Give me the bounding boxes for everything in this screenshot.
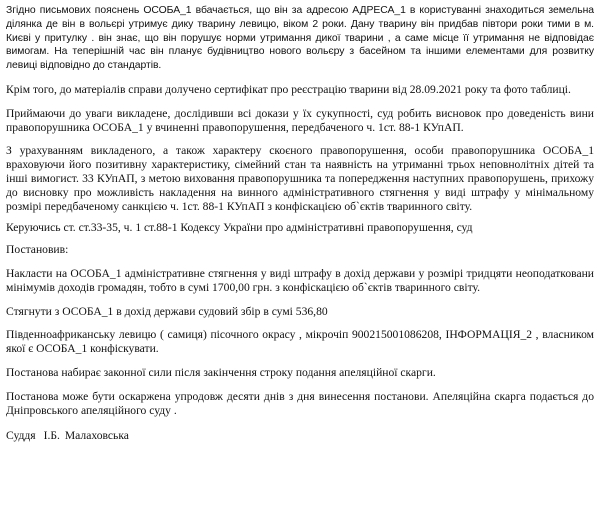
judge-name: І.Б. Малаховська [43, 429, 129, 443]
paragraph-explanations: Згідно письмових пояснень ОСОБА_1 вбачається, що він за адресою АДРЕСА_1 в користуванні знаходиться земельна ділянка де він в вольєрі утримує дику тварину левицю, віком 2 роки. Дану тварину він придбав півтори роки тими в м. Києві у притулку . він знає, що він порушує норми утримання дикої тварини , а саме місце її утримання не відповідає вимогам. На теперішній час він планує будівництво нового вольєру з басейном та іншими елементами для розвитку левиці відповідно до стандартів. [6, 5, 594, 72]
paragraph-legal-basis: Керуючись ст. ст.33-35, ч. 1 ст.88-1 Кодексу України про адміністративні правопорушення, суд [6, 221, 473, 235]
paragraph-certificate: Крім того, до матеріалів справи долучено сертифікат про реєстрацію тварини від 28.09.2021 року та фото таблиці. [6, 82, 571, 96]
paragraph-confiscation: Південноафриканську левицю ( самиця) пісочного окрасу , мікрочіп 900215001086208, ІНФОРМАЦІЯ_2 , власником якої є ОСОБА_1 конфіскувати. [6, 328, 594, 356]
paragraph-court-fee: Стягнути з ОСОБА_1 в дохід держави судовий збір в сумі 536,80 [6, 304, 328, 318]
court-ruling-text [6, 0, 594, 443]
paragraph-effective-date: Постанова набирає законної сили після закінчення строку подання апеляційної скарги. [6, 365, 436, 379]
paragraph-resolution-heading: Постановив: [6, 243, 69, 257]
paragraph-conclusion: Приймаючи до уваги викладене, дослідивши всі докази у їх сукупності, суд робить висновок про доведеність вини правопорушника ОСОБА_1 у вчиненні правопорушення, передбаченого ч. 1ст. 88-1 КУпАП. [6, 106, 594, 134]
paragraph-fine: Накласти на ОСОБА_1 адміністративне стягнення у виді штрафу в дохід держави у розмірі тридцяти неоподатковани мінімумів доходів громадян, тобто в сумі 1700,00 грн. з конфіскацією об`єктів тваринного світу. [6, 266, 594, 294]
paragraph-sanction-reasoning: З урахуванням викладеного, а також характеру скоєного правопорушення, особи правопорушника ОСОБА_1 враховуючи його позитивну характеристику, сімейний стан та наявність на утриманні трьох неповнолітніх дітей та інші вимогист. 33 КУпАП, з метою виховання правопорушника та попередження наступних правопорушень, прихожу до висновку про можливість накладення на винного адміністративного стягнення у виді штрафу у мінімальному розмірі передбаченому санкцією ч. 1ст. 88-1 КУпАП з конфіскацією об`єктів тваринного світу. [6, 144, 594, 213]
signature-label: Суддя [6, 429, 36, 443]
paragraph-appeal: Постанова може бути оскаржена упродовж десяти днів з дня винесення постанови. Апеляційна скарга подається до Дніпровського апеляційного суду . [6, 389, 594, 417]
signature [6, 429, 594, 443]
